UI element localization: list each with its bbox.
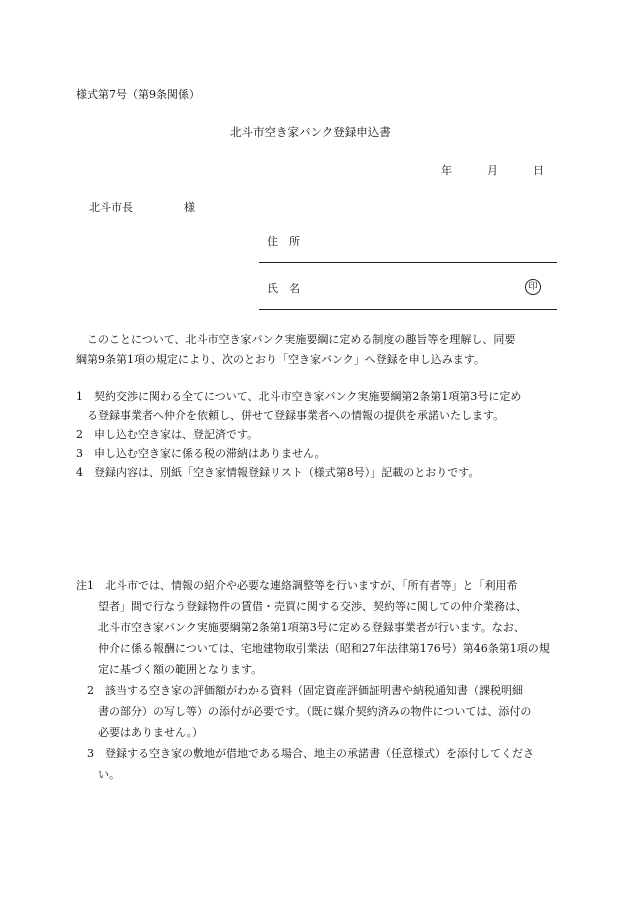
note-line: 仲介に係る報酬については、宅地建物取引業法（昭和27年法律第176号）第46条第1項の規	[76, 642, 550, 655]
note-line: 必要はありません。）	[76, 726, 204, 739]
note-line: い。	[76, 768, 120, 781]
note-line: 北斗市空き家バンク実施要綱第2条第1項第3号に定める登録事業者が行います。なお、	[76, 621, 525, 634]
condition-item: 2 申し込む空き家は、登記済です。	[76, 428, 259, 441]
intro-line: 綱第9条第1項の規定により、次のとおり「空き家バンク」へ登録を申し込みます。	[76, 353, 485, 366]
name-label: 氏 名	[267, 282, 300, 295]
condition-item: る登録事業者へ仲介を依頼し、併せて登録事業者への情報の提供を承諾いたします。	[76, 409, 505, 422]
note-line: 書の部分）の写し等）の添付が必要です。（既に媒介契約済みの物件については、添付の	[76, 705, 532, 718]
date-year: 年	[441, 164, 452, 177]
document-title: 北斗市空き家バンク登録申込書	[230, 125, 391, 139]
condition-item: 3 申し込む空き家に係る税の滞納はありません。	[76, 447, 326, 460]
condition-item: 1 契約交渉に関わる全てについて、北斗市空き家バンク実施要綱第2条第1項第3号に定め	[76, 390, 522, 403]
date-month: 月	[487, 164, 498, 177]
intro-paragraph	[76, 330, 560, 370]
addressee-name: 北斗市長	[89, 201, 133, 214]
note-line: 3 登録する空き家の敷地が借地である場合、地主の承諾書（任意様式）を添付してくださ	[76, 747, 534, 760]
note-line: 望者」間で行なう登録物件の賃借・売買に関する交渉、契約等に関しての仲介業務は、	[76, 600, 527, 613]
address-field-line[interactable]	[259, 262, 557, 263]
condition-item: 4 登録内容は、別紙「空き家情報登録リスト（様式第8号）」記載のとおりです。	[76, 466, 480, 479]
address-label: 住 所	[267, 235, 300, 248]
notes-section	[76, 575, 550, 785]
seal-mark: 印	[525, 279, 541, 295]
addressee-honorific: 様	[184, 201, 195, 214]
name-field-line[interactable]	[259, 309, 557, 310]
note-line: 2 該当する空き家の評価額がわかる資料（固定資産評価証明書や納税通知書（課税明細	[76, 684, 523, 697]
note-line: 定に基づく額の範囲となります。	[76, 663, 263, 676]
note-line: 注1 北斗市では、情報の紹介や必要な連絡調整等を行いますが、「所有者等」と「利用希	[76, 579, 518, 592]
intro-line: このことについて、北斗市空き家バンク実施要綱に定める制度の趣旨等を理解し、同要	[76, 333, 516, 346]
date-day: 日	[533, 164, 544, 177]
form-number: 様式第7号（第9条関係）	[76, 88, 200, 101]
